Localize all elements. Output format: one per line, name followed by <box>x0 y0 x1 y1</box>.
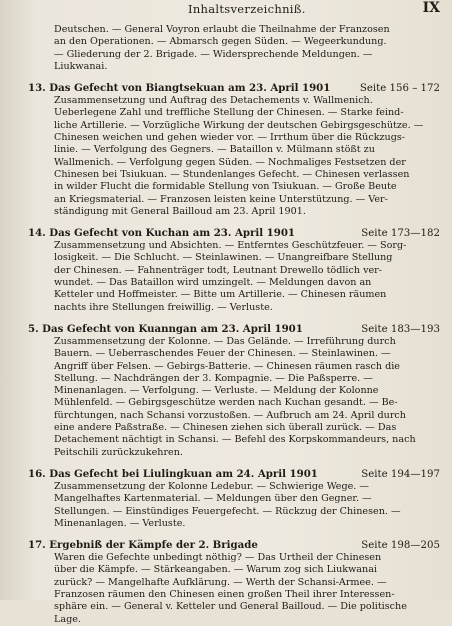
section-title: 5. Das Gefecht von Kuanngan am 23. April 1901 <box>28 322 303 335</box>
toc-line: liche Artillerie. — Vorzügliche Wirkung der deutschen Gebirgsgeschütze. — <box>54 119 424 131</box>
toc-line: Zusammensetzung und Auftrag des Detachements v. Wallmenich. <box>54 95 373 107</box>
toc-line: Chinesen weichen und gehen wieder vor. — Irrthum über die Rückzugs- <box>54 132 406 144</box>
section-pages: Seite 198—205 <box>361 540 440 552</box>
toc-line: Stellung. — Nachdrängen der 3. Kompagnie. — Die Paßsperre. — <box>54 372 373 384</box>
section-heading <box>28 468 440 481</box>
toc-line: Ueberlegene Zahl und treffliche Stellung der Chinesen. — Starke feind- <box>54 107 404 119</box>
toc-section <box>28 82 440 218</box>
toc-line: Mangelhaftes Kartenmaterial. — Meldungen über den Gegner. — <box>54 493 372 505</box>
section-pages: Seite 173—182 <box>361 228 440 240</box>
toc-line: linie. — Verfolgung des Gegners. — Bataillon v. Mülmann stößt zu <box>54 144 375 156</box>
continuation-block <box>28 24 440 73</box>
toc-line: Peitschili zurückzukehren. <box>54 446 183 458</box>
toc-line: an den Operationen. — Abmarsch gegen Süden. — Wegeerkundung. <box>54 36 387 48</box>
toc-line: ständigung mit General Bailloud am 23. April 1901. <box>54 205 306 217</box>
toc-line: Detachement nächtigt in Schansi. — Befehl des Korpskommandeurs, nach <box>54 434 416 446</box>
section-heading <box>28 82 440 95</box>
toc-line: Zusammensetzung der Kolonne Ledebur. — Schwierige Wege. — <box>54 480 369 492</box>
toc-line: in wilder Flucht die formidable Stellung von Tsiukuan. — Große Beute <box>54 181 397 193</box>
toc-section <box>28 323 440 459</box>
section-pages: Seite 156 – 172 <box>359 83 440 95</box>
running-head <box>28 0 442 20</box>
section-title: 14. Das Gefecht von Kuchan am 23. April 1901 <box>28 227 295 240</box>
running-head-title: Inhaltsverzeichniß. <box>188 2 306 16</box>
toc-section <box>28 468 440 530</box>
section-pages: Seite 194—197 <box>361 468 440 480</box>
toc-line: Ketteler und Hoffmeister. — Bitte um Artillerie. — Chinesen räumen <box>54 289 387 301</box>
toc-line: zurück? — Mangelhafte Aufklärung. — Werth der Schansi-Armee. — <box>54 576 387 588</box>
section-title: 13. Das Gefecht von Biangtsekuan am 23. April 1901 <box>28 82 331 95</box>
toc-line: wundet. — Das Bataillon wird umzingelt. — Meldungen davon an <box>54 277 372 289</box>
section-title: 17. Ergebniß der Kämpfe der 2. Brigade <box>28 539 258 552</box>
toc-section <box>28 539 440 626</box>
section-heading <box>28 539 440 552</box>
toc-line: Zusammensetzung und Absichten. — Entferntes Geschützfeuer. — Sorg- <box>54 240 407 252</box>
toc-line: Lage. <box>54 613 81 625</box>
toc-line: an Kriegsmaterial. — Franzosen leisten keine Unterstützung. — Ver- <box>54 193 388 205</box>
toc-line: Waren die Gefechte unbedingt nöthig? — Das Urtheil der Chinesen <box>54 552 382 564</box>
toc-body <box>28 24 440 626</box>
toc-line: Liukwanai. <box>54 60 108 72</box>
section-pages: Seite 183—193 <box>361 323 440 335</box>
section-title: 16. Das Gefecht bei Liulingkuan am 24. April 1901 <box>28 467 318 480</box>
toc-line: Wallmenich. — Verfolgung gegen Süden. — Nochmaliges Festsetzen der <box>54 156 406 168</box>
toc-line: Minenanlagen. — Verluste. <box>54 517 186 529</box>
toc-line: Angriff über Felsen. — Gebirgs-Batterie. — Chinesen räumen rasch die <box>54 360 400 372</box>
section-heading <box>28 227 440 240</box>
toc-section <box>28 227 440 314</box>
toc-line: Bauern. — Ueberraschendes Feuer der Chinesen. — Steinlawinen. — <box>54 348 391 360</box>
toc-line: Mühlenfeld. — Gebirgsgeschütze werden nach Kuchan gesandt. — Be- <box>54 397 398 409</box>
toc-line: Stellungen. — Einstündiges Feuergefecht. — Rückzug der Chinesen. — <box>54 505 401 517</box>
toc-line: nachts ihre Stellungen freiwillig. — Verluste. <box>54 301 273 313</box>
toc-line: fürchtungen, nach Schansi vorzustoßen. — Aufbruch am 24. April durch <box>54 409 406 421</box>
toc-line: sphäre ein. — General v. Ketteler und General Bailloud. — Die politische <box>54 601 407 613</box>
toc-line: Zusammensetzung der Kolonne. — Das Gelände. — Irreführung durch <box>54 335 396 347</box>
toc-line: — Gliederung der 2. Brigade. — Widersprechende Meldungen. — <box>54 48 373 60</box>
toc-line: Chinesen bei Tsiukuan. — Stundenlanges Gefecht. — Chinesen verlassen <box>54 168 410 180</box>
toc-line: der Chinesen. — Fahnenträger todt, Leutnant Drewello tödlich ver- <box>54 264 383 276</box>
section-heading <box>28 323 440 336</box>
toc-line: über die Kämpfe. — Stärkeangaben. — Warum zog sich Liukwanai <box>54 564 377 576</box>
toc-line: Minenanlagen. — Verfolgung. — Verluste. — Meldung der Kolonne <box>54 385 379 397</box>
page-number: IX <box>422 0 440 16</box>
toc-line: losigkeit. — Die Schlucht. — Steinlawinen. — Unangreifbare Stellung <box>54 252 393 264</box>
toc-line: eine andere Paßstraße. — Chinesen ziehen sich überall zurück. — Das <box>54 422 397 434</box>
toc-line: Franzosen räumen den Chinesen einen großen Theil ihrer Interessen- <box>54 588 395 600</box>
toc-line: Deutschen. — General Voyron erlaubt die Theilnahme der Franzosen <box>54 24 390 35</box>
